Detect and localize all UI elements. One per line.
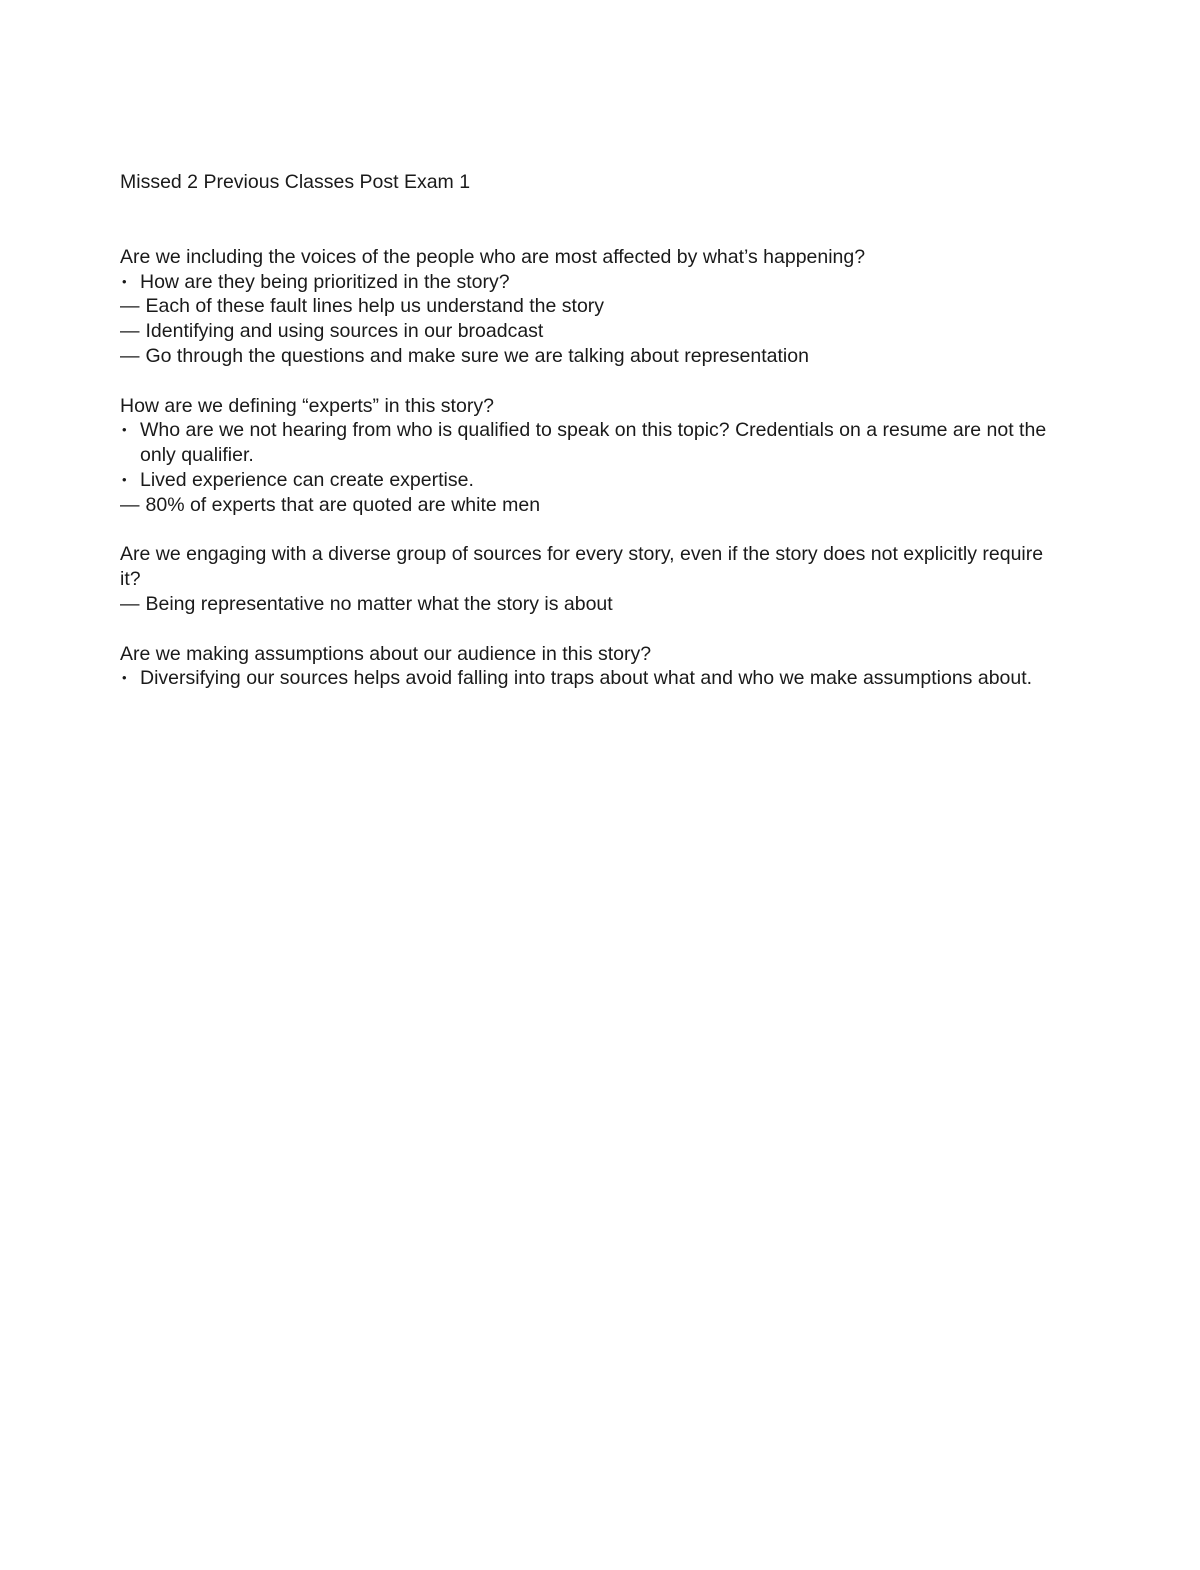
list-item-text: 80% of experts that are quoted are white men — [145, 493, 541, 516]
list-item — [120, 592, 1060, 617]
bullet-marker: • — [122, 471, 127, 487]
bullet-marker: • — [122, 273, 127, 289]
section-voices — [120, 245, 1060, 369]
section-audience — [120, 642, 1060, 692]
list-item — [120, 666, 1060, 691]
bullet-marker: • — [122, 422, 127, 438]
list-item-text: Being representative no matter what the story is about — [145, 592, 613, 615]
dash-marker: — — [120, 295, 140, 318]
list-item-text: Who are we not hearing from who is qualified to speak on this topic? Credentials on a resume are not the only qualifier. — [140, 419, 1047, 467]
list-item — [120, 294, 1060, 319]
list-item — [120, 270, 1060, 295]
list-item-text: Lived experience can create expertise. — [140, 468, 474, 491]
section-question: Are we including the voices of the people who are most affected by what’s happening? — [120, 245, 866, 268]
dash-marker: — — [120, 592, 140, 615]
list-item — [120, 319, 1060, 344]
list-item-text: Go through the questions and make sure we are talking about representation — [145, 344, 809, 367]
dash-marker: — — [120, 320, 140, 343]
list-item — [120, 493, 1060, 518]
bullet-marker: • — [122, 670, 127, 686]
list-item-text: How are they being prioritized in the story? — [140, 270, 510, 293]
dash-marker: — — [120, 344, 140, 367]
list-item — [120, 418, 1060, 468]
section-question: Are we engaging with a diverse group of sources for every story, even if the story does not explicitly require it? — [120, 543, 1044, 591]
list-item-text: Each of these fault lines help us understand the story — [145, 295, 605, 318]
list-item-text: Identifying and using sources in our broadcast — [145, 320, 544, 343]
section-question: How are we defining “experts” in this story? — [120, 394, 494, 417]
list-item-text: Diversifying our sources helps avoid falling into traps about what and who we make assumptions about. — [140, 667, 1033, 690]
section-question: Are we making assumptions about our audience in this story? — [120, 642, 652, 665]
dash-marker: — — [120, 493, 140, 516]
section-diverse-sources — [120, 542, 1060, 616]
section-experts — [120, 394, 1060, 518]
list-item — [120, 468, 1060, 493]
document-body — [120, 170, 1060, 716]
list-item — [120, 344, 1060, 369]
document-title: Missed 2 Previous Classes Post Exam 1 — [120, 171, 471, 193]
